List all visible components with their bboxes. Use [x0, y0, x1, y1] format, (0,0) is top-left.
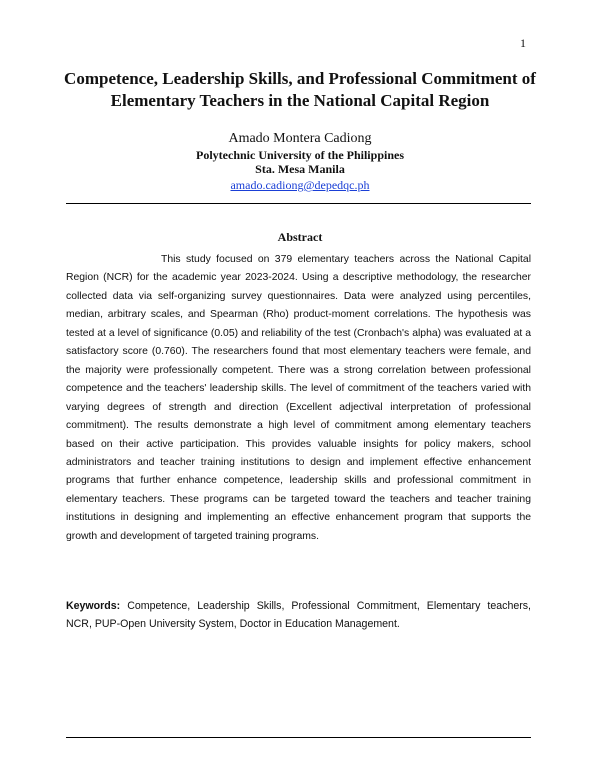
paper-title: [40, 68, 560, 112]
keywords-paragraph: [66, 597, 531, 633]
author-block: [0, 130, 600, 194]
abstract-heading: Abstract: [277, 230, 323, 244]
author-email-link[interactable]: amado.cadiong@depedqc.ph: [230, 178, 370, 192]
author-location: Sta. Mesa Manila: [255, 162, 345, 176]
bottom-divider: [66, 737, 531, 738]
page-number: 1: [520, 36, 526, 50]
keywords-text: Competence, Leadership Skills, Professional Commitment, Elementary teachers, NCR, PUP-Open University System, Doctor in Education Management.: [66, 600, 531, 630]
paper-title-line-2: Elementary Teachers in the National Capital Region: [110, 91, 490, 110]
author-name: Amado Montera Cadiong: [228, 131, 372, 146]
top-divider: [66, 203, 531, 204]
author-affiliation: Polytechnic University of the Philippines: [196, 148, 404, 162]
keywords-label: Keywords:: [66, 600, 121, 612]
abstract-body: This study focused on 379 elementary teachers across the National Capital Region (NCR) for the academic year 2023-2024. Using a descriptive methodology, the researcher collected data via self-organizing survey questionnaires. Data were analyzed using percentiles, median, arbitrary scales, and Spearman (Rho) product-moment correlations. The hypothesis was tested at a level of significance (0.05) and reliability of the test (Cronbach's alpha) was evaluated at a satisfactory score (0.760). The researchers found that most elementary teachers were female, and the majority were professionally competent. There was a strong correlation between professional competence and the teachers' leadership skills. The level of commitment of the teachers varied with varying degrees of strength and direction (Excellent adjectival interpretation of professional commitment). The results demonstrate a high level of commitment among elementary teachers based on their active participation. This provides valuable insights for policy makers, school administrators and teacher training institutions to design and implement effective enhancement programs that further enhance competence, leadership skills and professional commitment in elementary teachers. These programs can be targeted toward the teachers and teacher training institutions in designing and implementing an effective enhancement program that supports the growth and development of targeted training programs.: [66, 254, 531, 542]
paper-title-line-1: Competence, Leadership Skills, and Professional Commitment of: [64, 69, 536, 88]
